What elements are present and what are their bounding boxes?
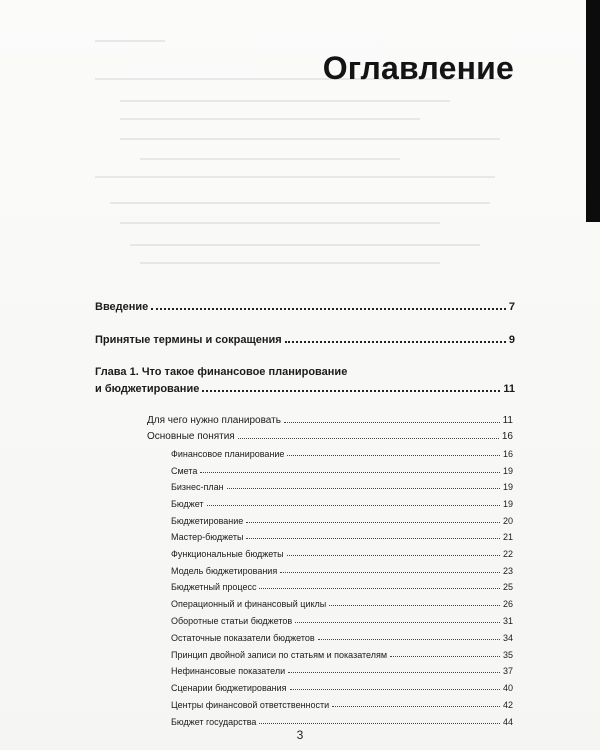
- toc-entry-terms[interactable]: [95, 334, 515, 346]
- toc-entry-label: Смета: [171, 466, 198, 476]
- dot-leader: [259, 587, 500, 589]
- toc-entry-label: Бюджетирование: [171, 516, 244, 526]
- toc-page-number: 19: [502, 482, 513, 492]
- page-title: Оглавление: [322, 50, 514, 86]
- toc-entry-chapter-1[interactable]: [95, 383, 515, 395]
- dot-leader: [287, 554, 500, 556]
- toc-page-number: 11: [503, 383, 515, 395]
- dot-leader: [246, 521, 500, 523]
- toc-entry-double-entry[interactable]: [171, 650, 513, 660]
- toc-entry-functional-budgets[interactable]: [171, 549, 513, 559]
- dot-leader: [200, 471, 500, 473]
- toc-page-number: 26: [502, 599, 513, 609]
- toc-entry-basic-concepts[interactable]: [147, 431, 513, 442]
- dot-leader: [318, 638, 500, 640]
- toc-page-number: 42: [502, 700, 513, 710]
- toc-page-number: 19: [502, 466, 513, 476]
- toc-entry-label: Принятые термины и сокращения: [95, 334, 282, 346]
- toc-page-number: 7: [508, 301, 515, 313]
- toc-entry-operating-cycles[interactable]: [171, 599, 513, 609]
- toc-entry-label: Сценарии бюджетирования: [171, 683, 287, 693]
- toc-entry-budget[interactable]: [171, 499, 513, 509]
- toc-page-number: 35: [502, 650, 513, 660]
- toc-page-number: 21: [502, 532, 513, 542]
- toc-entry-label: Нефинансовые показатели: [171, 666, 286, 676]
- toc-entry-introduction[interactable]: [95, 301, 515, 313]
- dot-leader: [290, 688, 500, 690]
- toc-entry-why-plan[interactable]: [147, 415, 513, 426]
- toc-entry-nonfinancial[interactable]: [171, 666, 513, 676]
- toc-page-number: 37: [502, 666, 513, 676]
- toc-entry-turnover-items[interactable]: [171, 616, 513, 626]
- toc-page-number: 40: [502, 683, 513, 693]
- toc-entry-business-plan[interactable]: [171, 482, 513, 492]
- dot-leader: [287, 454, 500, 456]
- dot-leader: [329, 604, 500, 606]
- page-number: 3: [296, 728, 304, 742]
- toc-page-number: 20: [502, 516, 513, 526]
- toc-entry-budgeting-model[interactable]: [171, 566, 513, 576]
- toc-entry-estimate[interactable]: [171, 466, 513, 476]
- dot-leader: [259, 722, 500, 724]
- dot-leader: [295, 621, 500, 623]
- toc-page-number: 31: [502, 616, 513, 626]
- toc-entry-label: и бюджетирование: [95, 383, 200, 395]
- toc-entry-label: Мастер-бюджеты: [171, 532, 244, 542]
- dot-leader: [390, 655, 500, 657]
- toc-entry-label: Остаточные показатели бюджетов: [171, 633, 315, 643]
- toc-entry-label: Введение: [95, 301, 149, 313]
- toc-entry-state-budget[interactable]: [171, 717, 513, 727]
- toc-entry-label: Бизнес-план: [171, 482, 224, 492]
- dot-leader: [280, 571, 500, 573]
- dot-leader: [285, 340, 506, 343]
- toc-entry-label: Модель бюджетирования: [171, 566, 278, 576]
- dot-leader: [332, 705, 500, 707]
- toc-entry-label: Бюджет: [171, 499, 204, 509]
- dot-leader: [207, 504, 500, 506]
- dot-leader: [202, 389, 500, 392]
- toc-page-number: 11: [502, 415, 513, 426]
- toc-page-number: 44: [502, 717, 513, 727]
- toc-entry-label: Центры финансовой ответственности: [171, 700, 330, 710]
- toc-page-number: 22: [502, 549, 513, 559]
- toc-entry-budgeting[interactable]: [171, 516, 513, 526]
- toc-page-number: 25: [502, 582, 513, 592]
- toc-page-number: 16: [501, 431, 513, 442]
- toc-entry-label: Бюджет государства: [171, 717, 257, 727]
- toc-entry-financial-planning[interactable]: [171, 449, 513, 459]
- toc-page-number: 19: [502, 499, 513, 509]
- toc-entry-label: Для чего нужно планировать: [147, 415, 281, 426]
- toc-entry-master-budgets[interactable]: [171, 532, 513, 542]
- dot-leader: [284, 421, 500, 423]
- toc-page-number: 34: [502, 633, 513, 643]
- toc-entry-residual-indicators[interactable]: [171, 633, 513, 643]
- toc-entry-label: Операционный и финансовый циклы: [171, 599, 327, 609]
- toc-entry-label: Функциональные бюджеты: [171, 549, 284, 559]
- dot-leader: [246, 537, 500, 539]
- dot-leader: [288, 671, 500, 673]
- dot-leader: [151, 307, 506, 310]
- toc-entry-responsibility-centers[interactable]: [171, 700, 513, 710]
- dot-leader: [227, 487, 500, 489]
- toc-entry-scenarios[interactable]: [171, 683, 513, 693]
- toc-entry-budget-process[interactable]: [171, 582, 513, 592]
- toc-chapter-1-title-line1[interactable]: Глава 1. Что такое финансовое планирование: [95, 366, 348, 378]
- dot-leader: [238, 437, 499, 439]
- toc-entry-label: Основные понятия: [147, 431, 235, 442]
- toc-page-number: 23: [502, 566, 513, 576]
- toc-entry-label: Бюджетный процесс: [171, 582, 257, 592]
- toc-page-number: 9: [508, 334, 515, 346]
- toc-entry-label: Финансовое планирование: [171, 449, 285, 459]
- toc-entry-label: Оборотные статьи бюджетов: [171, 616, 293, 626]
- toc-entry-label: Принцип двойной записи по статьям и показателям: [171, 650, 388, 660]
- toc-page-number: 16: [502, 449, 513, 459]
